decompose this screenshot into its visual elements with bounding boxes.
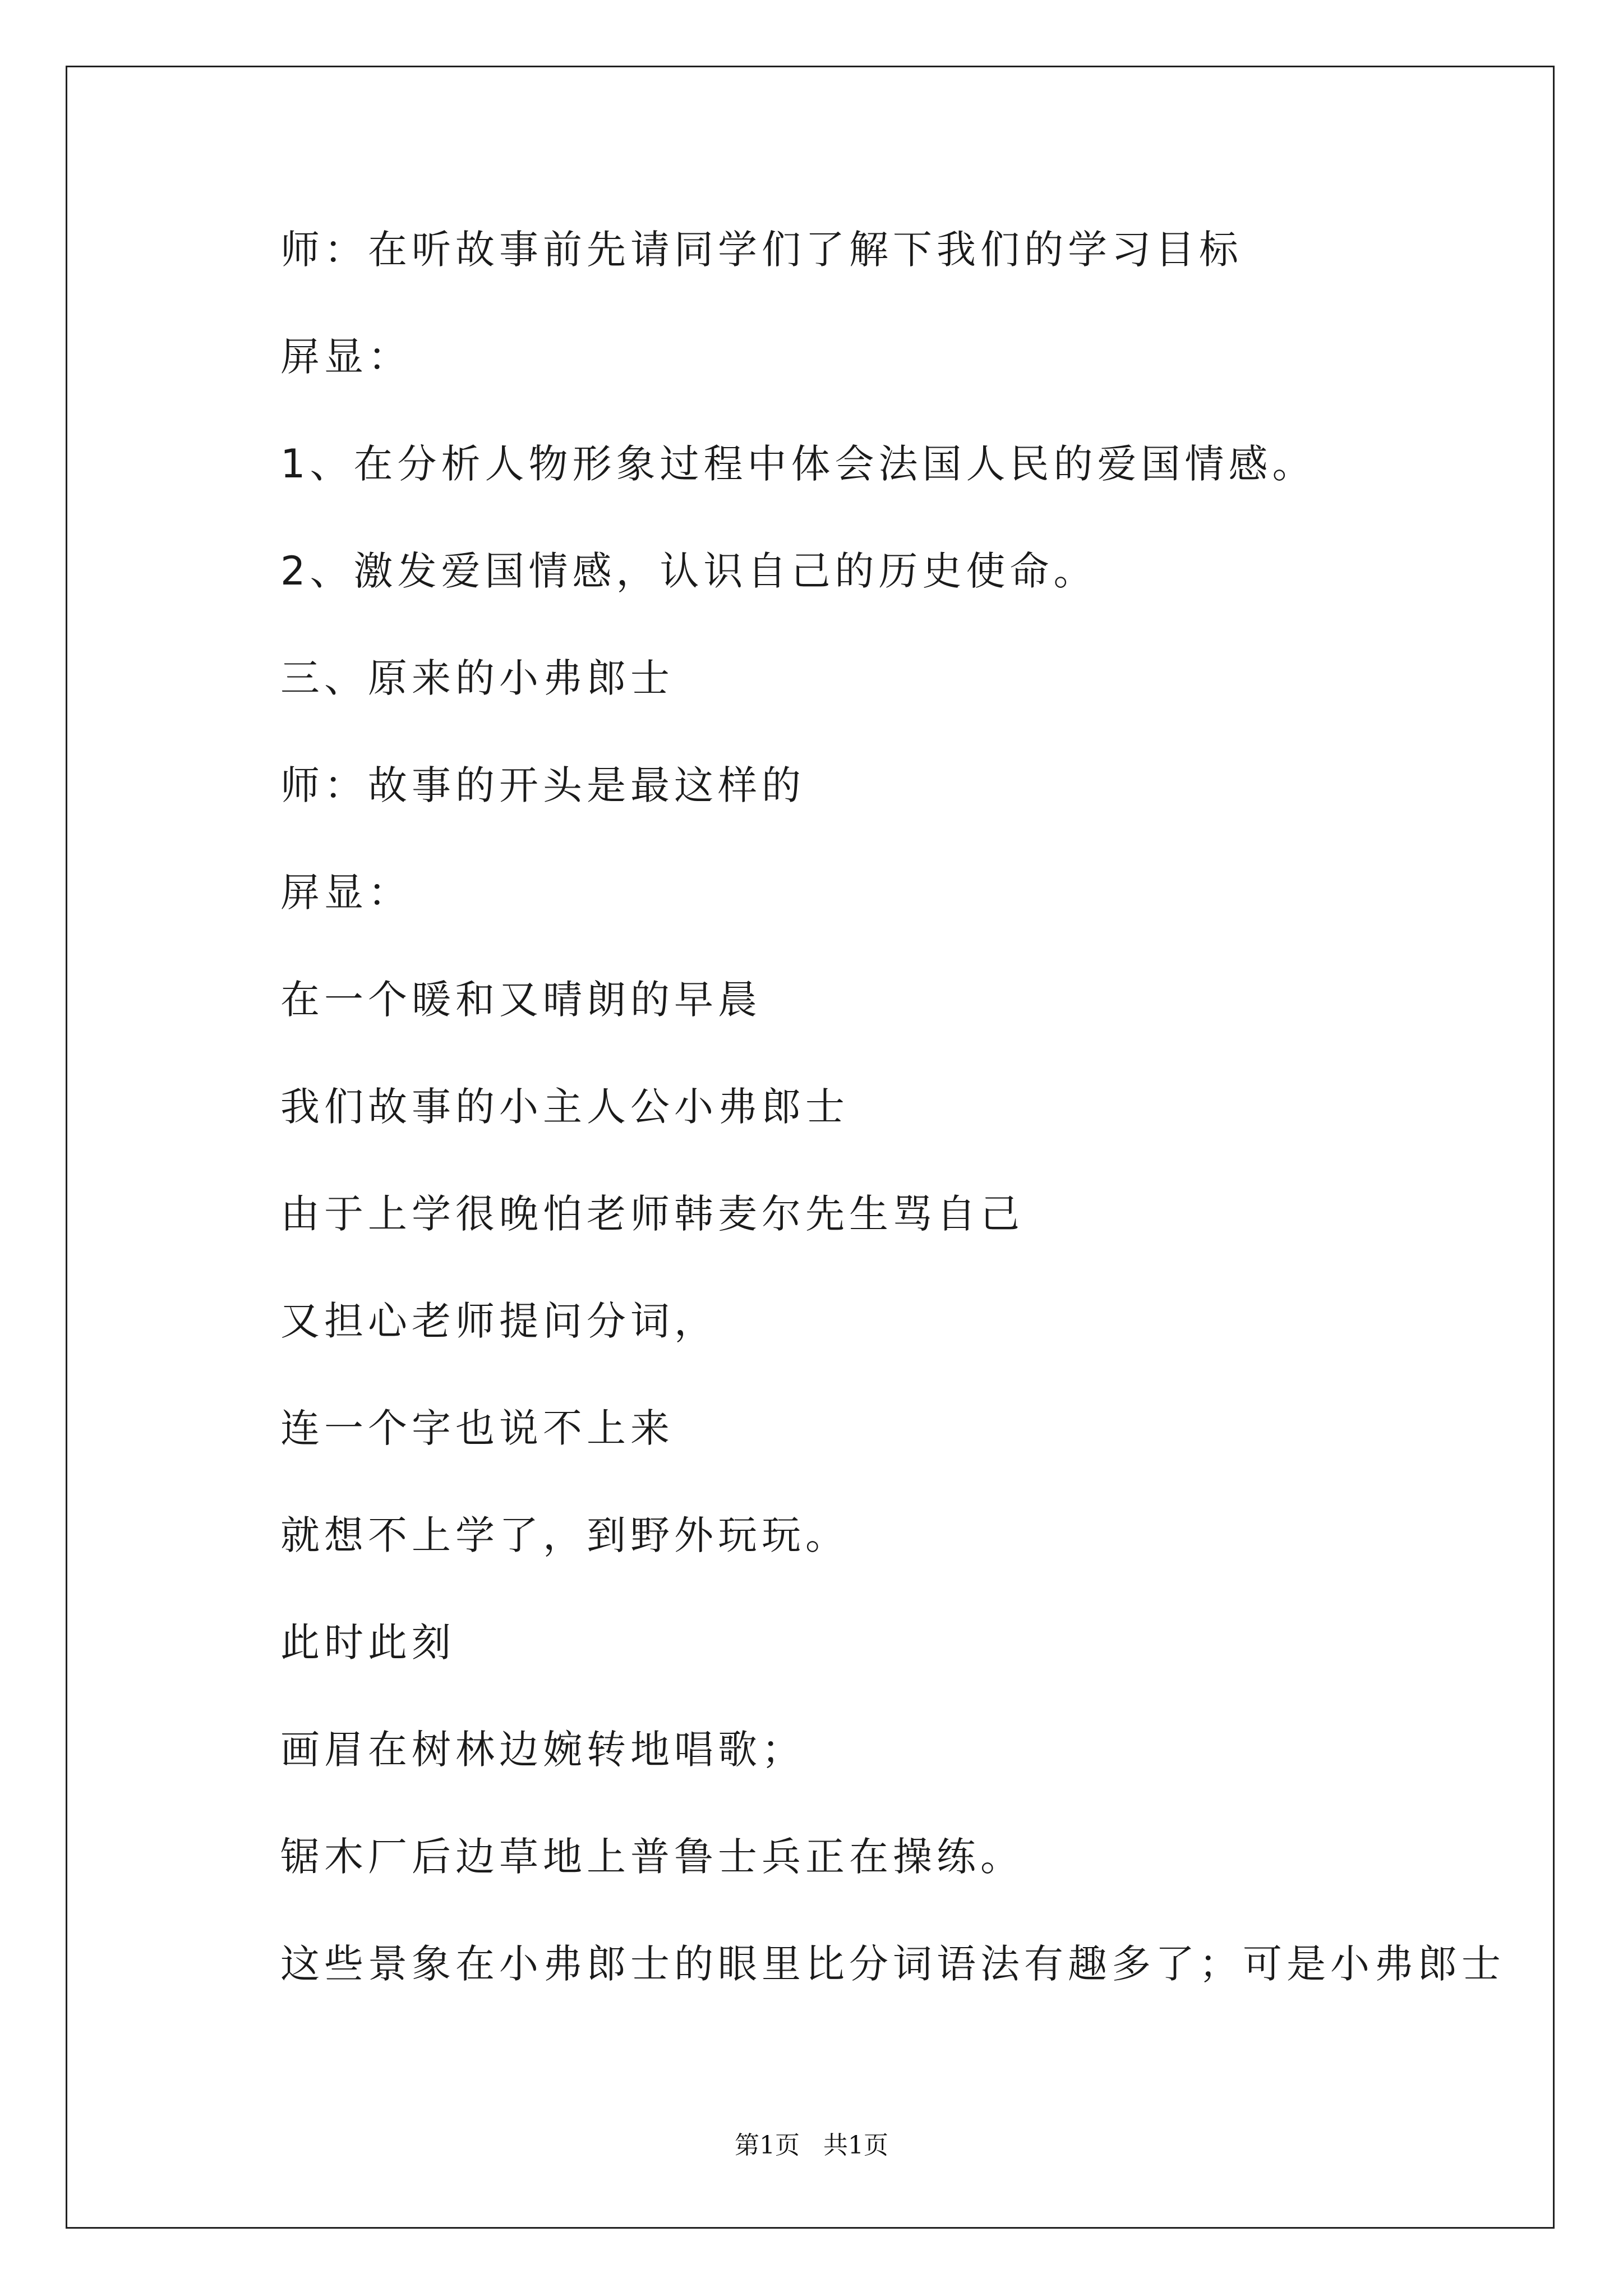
page-number: 第1页: [735, 2131, 800, 2160]
text-line: 画眉在树林边婉转地唱歌；: [280, 1727, 805, 1773]
text-line: 屏显：: [280, 869, 412, 915]
text-line: 连一个字也说不上来: [280, 1405, 674, 1451]
page-total: 共1页: [823, 2131, 888, 2160]
text-line: 锯木厂后边草地上普鲁士兵正在操练。: [280, 1834, 1024, 1880]
text-line: 师：在听故事前先请同学们了解下我们的学习目标: [280, 227, 1243, 273]
text-line: 2、激发爱国情感，认识自己的历史使命。: [280, 548, 1098, 594]
text-line: 由于上学很晚怕老师韩麦尔先生骂自己: [280, 1191, 1024, 1237]
text-line: 1、在分析人物形象过程中体会法国人民的爱国情感。: [280, 441, 1316, 487]
text-line: 就想不上学了，到野外玩玩。: [280, 1512, 849, 1558]
text-line: 在一个暖和又晴朗的早晨: [280, 977, 762, 1023]
text-line: 我们故事的小主人公小弗郎士: [280, 1084, 849, 1130]
text-line: 师：故事的开头是最这样的: [280, 762, 805, 808]
text-line: 此时此刻: [280, 1619, 455, 1665]
page-footer: [0, 2125, 1623, 2161]
text-line: 屏显：: [280, 334, 412, 380]
document-body: [280, 216, 1514, 2037]
text-line: 这些景象在小弗郎士的眼里比分词语法有趣多了；可是小弗郎士: [280, 1941, 1505, 1987]
text-line: 三、原来的小弗郎士: [280, 655, 674, 701]
text-line: 又担心老师提问分词，: [280, 1298, 718, 1344]
